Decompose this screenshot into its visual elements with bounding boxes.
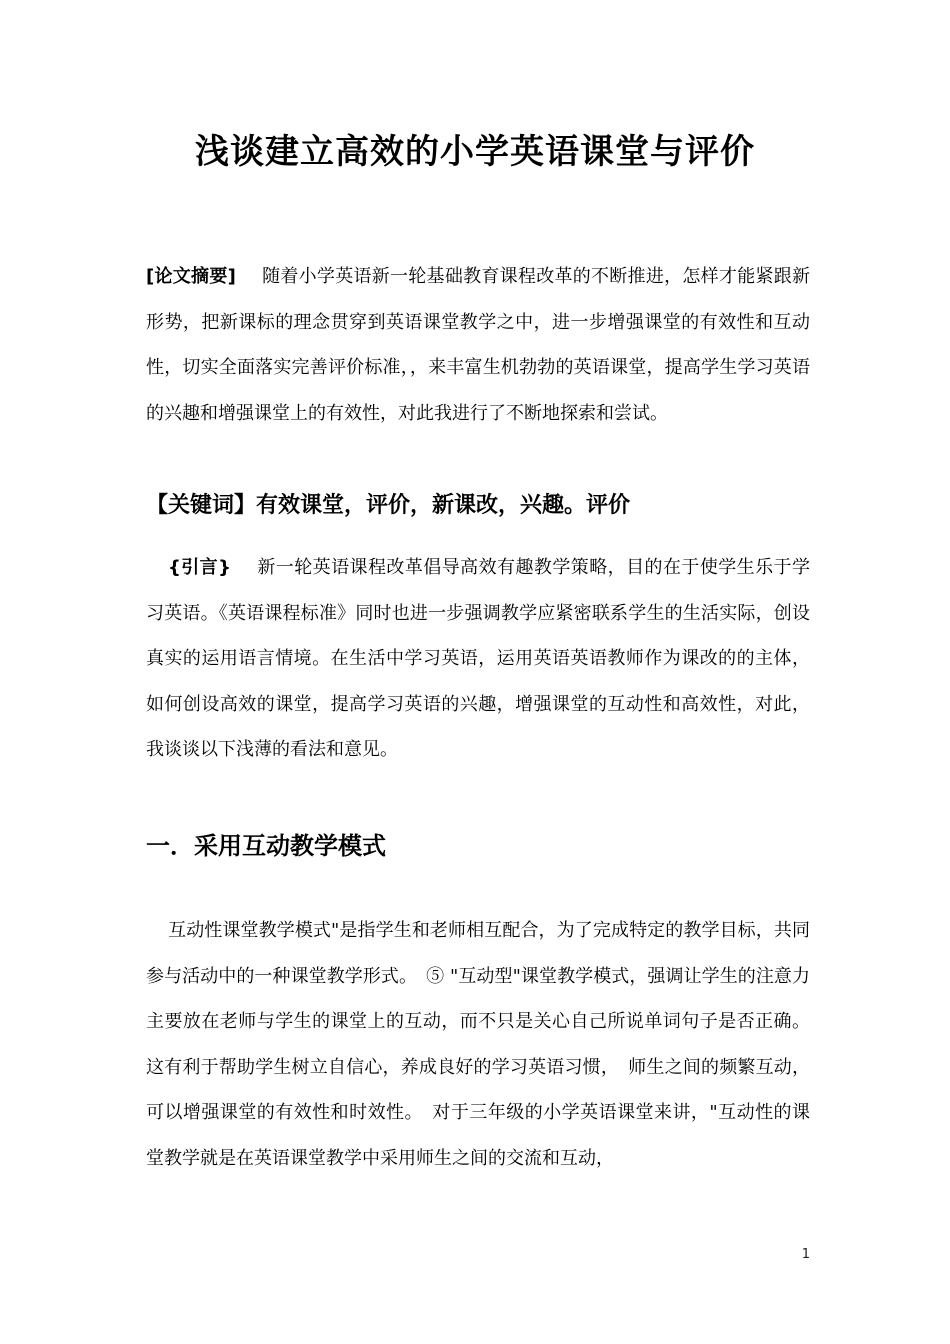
intro-text: 新一轮英语课程改革倡导高效有趣教学策略，目的在于使学生乐于学习英语。《英语课程标准》同时也进一步强调教学应紧密联系学生的生活实际，创设真实的运用语言情境。在生活中学习英语，运用英语英语教师作为课改的的主体，如何创设高效的课堂，提高学习英语的兴趣，增强课堂的互动性和高效性，对此，我谈谈以下浅薄的看法和意见。 (146, 557, 810, 760)
abstract-paragraph (146, 254, 810, 436)
document-title: 浅谈建立高效的小学英语课堂与评价 (195, 132, 755, 172)
abstract-text: 随着小学英语新一轮基础教育课程改革的不断推进，怎样才能紧跟新形势，把新课标的理念贯穿到英语课堂教学之中，进一步增强课堂的有效性和互动性，切实全面落实完善评价标准，，来丰富生机勃勃的英语课堂，提高学生学习英语的兴趣和增强课堂上的有效性，对此我进行了不断地探索和尝试。 (146, 266, 811, 424)
intro-label: {引言} (168, 557, 231, 578)
intro-paragraph (146, 545, 810, 773)
keywords-line: 【关键词】有效课堂，评价，新课改，兴趣。评价 (146, 493, 631, 518)
section-paragraph (146, 908, 810, 1181)
page-number: 1 (801, 1247, 810, 1262)
abstract-label: [论文摘要] (146, 266, 236, 287)
section-text: 互动性课堂教学模式"是指学生和老师相互配合，为了完成特定的教学目标，共同参与活动中的一种课堂教学形式。 ⑤ "互动型"课堂教学模式，强调让学生的注意力主要放在老师与学生的课堂上的互动，而不只是关心自己所说单词句子是否正确。这有利于帮助学生树立自信心，养成良好的学习英语习惯， 师生之间的频繁互动，可以增强课堂的有效性和时效性。 对于三年级的小学英语课堂来讲，"互动性的课堂教学就是在英语课堂教学中采用师生之间的交流和互动， (146, 920, 810, 1169)
section-heading: 一．采用互动教学模式 (146, 832, 386, 860)
